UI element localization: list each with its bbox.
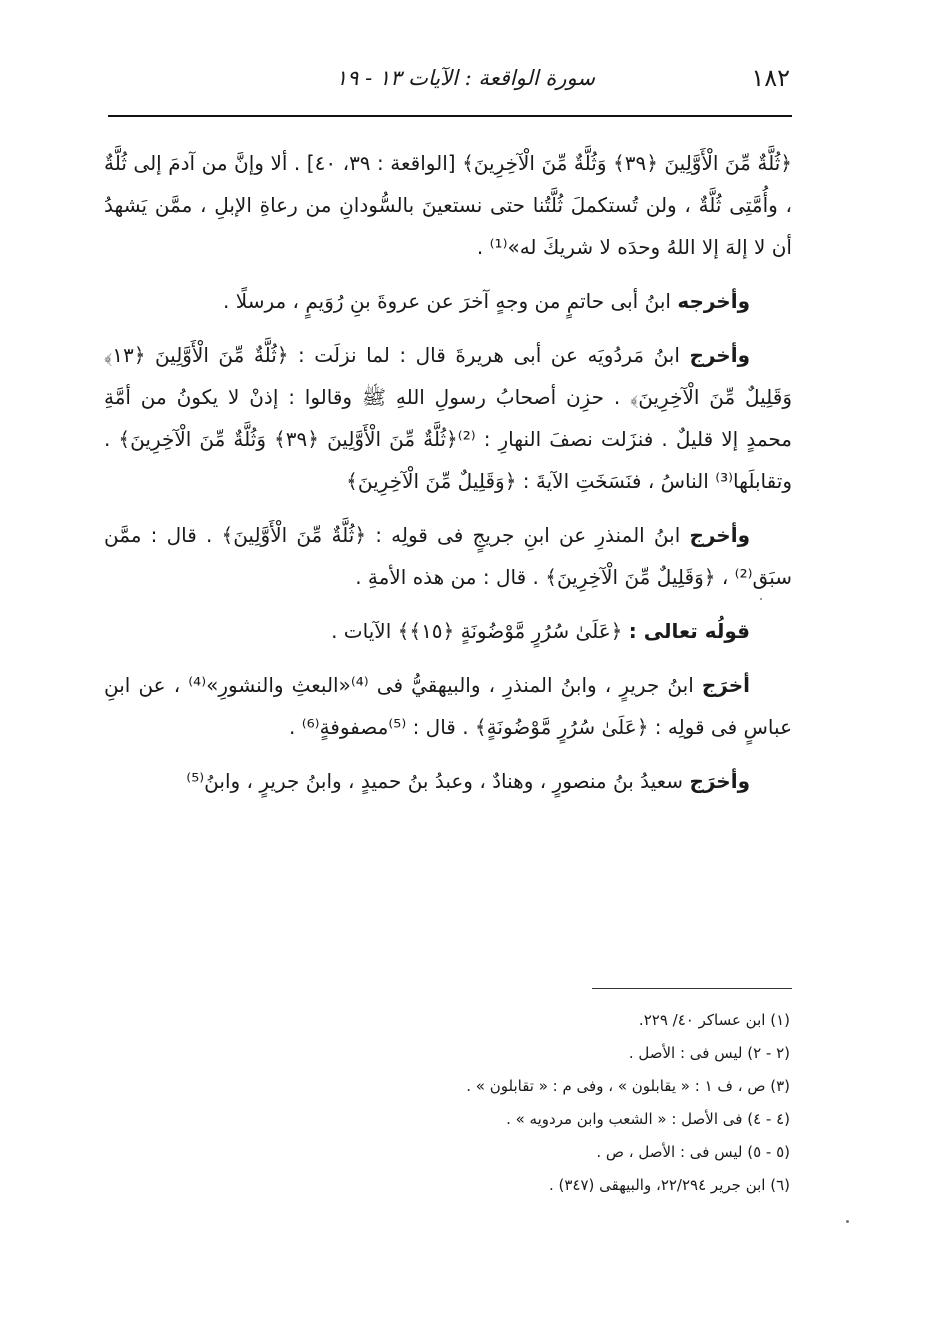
paragraph-text: ابنُ مَردُويَه عن أبى هريرةَ قال : لما نزلَت : ﴿ثُلَّةٌ مِّنَ الْأَوَّلِينَ ﴿١٣﴾ وَقَلِيلٌ مِّنَ الْآخِرِينَ﴾ . حزِن أصحابُ رسولِ اللهِ ﷺ وقالوا : إذنْ لا يكونُ من أمَّةِ محمدٍ إلا قليلٌ . فنزَلت نصفَ النهارِ : ⁽²⁾﴿ثُلَّةٌ مِّنَ الْأَوَّلِينَ ﴿٣٩﴾ وَثُلَّةٌ مِّنَ الْآخِرِينَ﴾ . وتقابلَها⁽³⁾ الناسُ ، فنَسَخَتِ الآيةَ : ﴿وَقَلِيلٌ مِّنَ الْآخِرِينَ﴾ [104,343,793,493]
paragraph-ibn-jarir [104,664,792,748]
footnote-item: (١) ابن عساكر ٤٠/ ٢٢٩. [638,1011,790,1029]
paragraph-text: سعيدُ بنُ منصورٍ ، وهنادٌ ، وعبدُ بنُ حميدٍ ، وابنُ جريرٍ ، وابنُ⁽⁵⁾ [186,769,690,793]
paragraph-text: ابنُ المنذرِ عن ابنِ جريجٍ فى قولِه : ﴿ثُلَّةٌ مِّنَ الْأَوَّلِينَ﴾ . قال : ممَّن سبَق⁽²⁾ ، ﴿وَقَلِيلٌ مِّنَ الْآخِرِينَ﴾ . قال : من هذه الأمةِ . [104,523,792,589]
paragraph-ibn-mardawayh [104,334,792,502]
page-number: ١٨٢ [751,64,790,92]
paragraph-hadith-continuation [104,142,792,268]
paragraph-lead: قولُه تعالى : [628,619,750,643]
footnote-item: (٣) ص ، ف ١ : « يقابلون » ، وفى م : « تقابلون » . [466,1077,790,1095]
main-text [104,142,792,814]
footnotes [300,1004,790,1202]
paragraph-text: ﴿ثُلَّةٌ مِّنَ الْأَوَّلِينَ ﴿٣٩﴾ وَثُلَّةٌ مِّنَ الْآخِرِينَ﴾ [الواقعة : ٣٩، ٤٠] . ألا وإنَّ من آدمَ إلى ثُلَّةٌ ، وأُمَّتِى ثُلَّةٌ ، ولن تُستكملَ ثُلَّتُنا حتى نستعينَ بالسُّودانِ من رعاةِ الإبلِ ، ممَّن يَشهدُ أن لا إلهَ إلا اللهُ وحدَه لا شريكَ له»⁽¹⁾ . [104,151,792,259]
footnote-item: (٦) ابن جرير ٢٢/٢٩٤، والبيهقى (٣٤٧) . [548,1176,790,1194]
paragraph-text: ابنُ جريرٍ ، وابنُ المنذرِ ، والبيهقيُّ فى ⁽⁴⁾«البعثِ والنشورِ»⁽⁴⁾ ، عن ابنِ عباسٍ فى قولِه : ﴿عَلَىٰ سُرُرٍ مَّوْضُونَةٍ﴾ . قال : ⁽⁵⁾مصفوفةٍ⁽⁶⁾ . [104,673,792,739]
paragraph-said-ibn-mansur [104,760,792,802]
paragraph-lead: وأخرج [689,523,750,547]
footnote-item: (٤ - ٤) فى الأصل : « الشعب وابن مردويه » . [506,1110,790,1128]
paragraph-text: ﴿عَلَىٰ سُرُرٍ مَّوْضُونَةٍ ﴿١٥﴾﴾ الآيات . [331,619,629,643]
paragraph-lead: وأخرَج [689,769,750,793]
paragraph-lead: أخرَج [701,673,750,697]
scan-speck [846,1220,849,1223]
paragraph-lead: وأخرج [689,343,750,367]
paragraph-verse-heading [104,610,792,652]
paragraph-ibn-abi-hatim [104,280,792,322]
running-title: سورة الواقعة : الآيات ١٣ - ١٩ [335,66,595,90]
footnote-separator [592,988,792,989]
paragraph-ibn-al-mundhir [104,514,792,598]
scan-speck [760,598,762,600]
paragraph-text: ابنُ أبى حاتمٍ من وجهٍ آخرَ عن عروةَ بنِ رُوَيمٍ ، مرسلًا . [223,289,678,313]
footnote-item: (٥ - ٥) ليس فى : الأصل ، ص . [596,1143,790,1161]
paragraph-lead: وأخرجه [677,289,750,313]
footnote-item: (٢ - ٢) ليس فى : الأصل . [628,1044,790,1062]
page-header [108,62,790,106]
header-rule [108,115,792,117]
